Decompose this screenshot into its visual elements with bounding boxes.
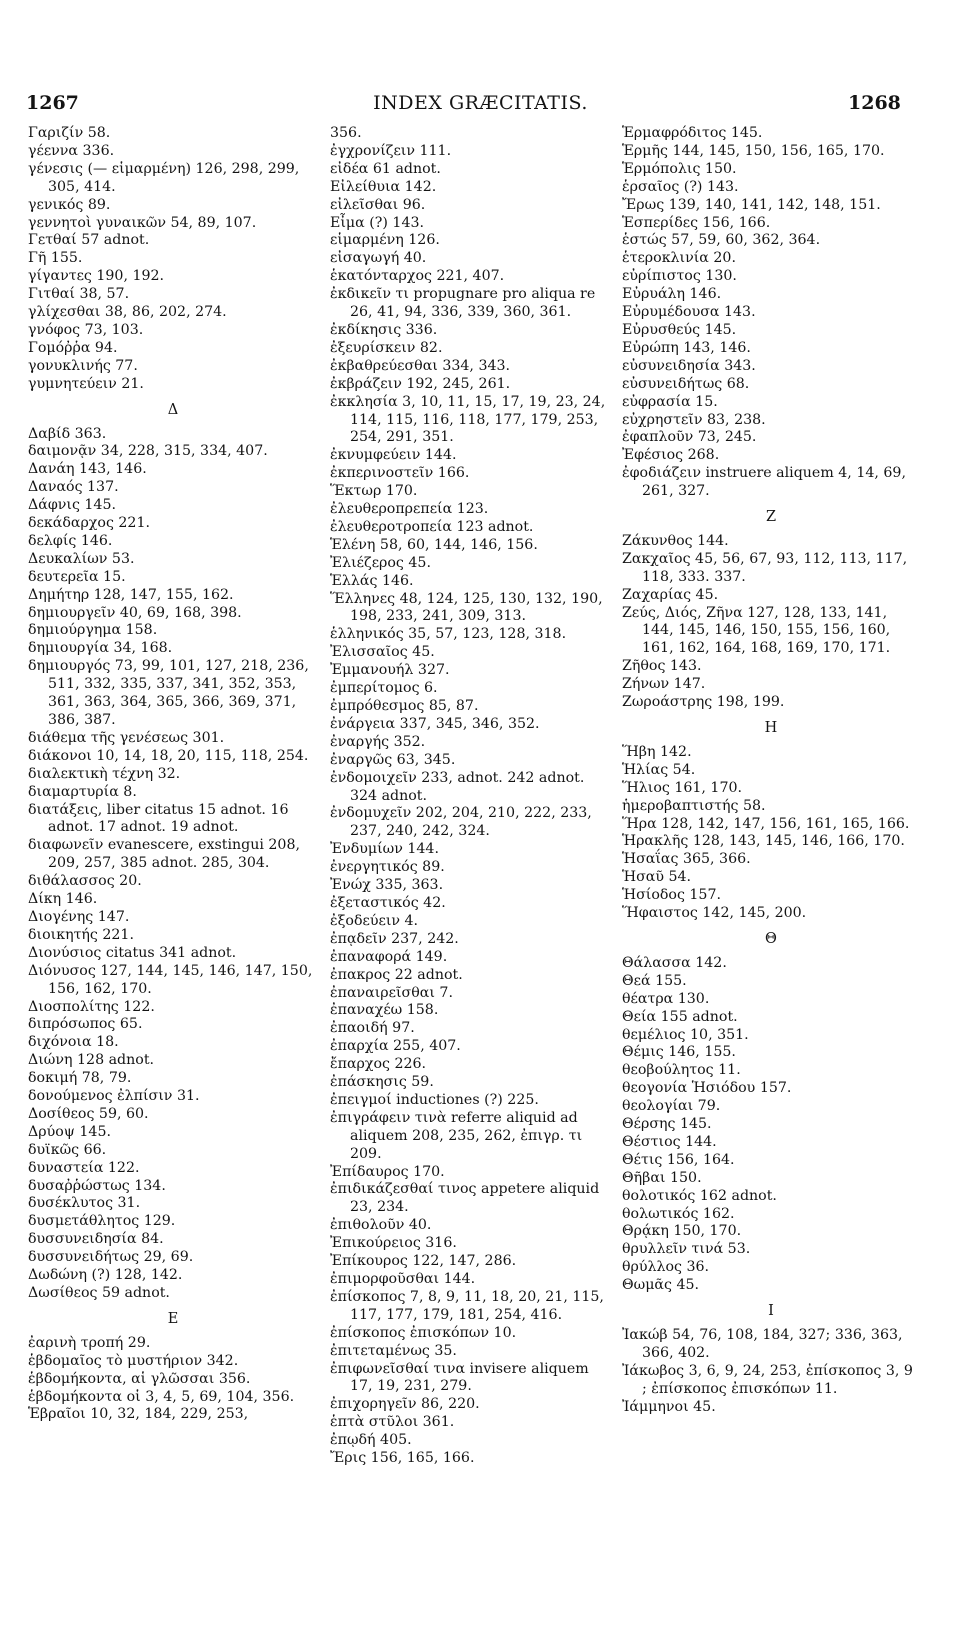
index-entry: Ἐπίκουρος 122, 147, 286. [330, 1253, 517, 1270]
index-entry: δαιμονᾷν 34, 228, 315, 334, 407. [28, 443, 268, 460]
index-entry: ἐπιμορφοῦσθαι 144. [330, 1271, 476, 1287]
index-entry: δοκιμή 78, 79. [28, 1070, 132, 1087]
index-entry: ἑστώς 57, 59, 60, 362, 364. [622, 232, 821, 249]
index-entry: ἑβδομήκοντα, αἱ γλῶσσαι 356. [28, 1370, 251, 1387]
index-entry: εὐρίπιστος 130. [622, 268, 737, 285]
index-entry: Ἥφαιστος 142, 145, 200. [622, 905, 807, 922]
index-entry: Ἡσίοδος 157. [622, 887, 721, 904]
index-entry: θολωτικός 162. [622, 1205, 735, 1222]
right-page-number: 1268 [848, 92, 901, 114]
index-entry: δυσέκλυτος 31. [28, 1195, 141, 1212]
index-entry: γεννητοὶ γυναικῶν 54, 89, 107. [28, 214, 257, 231]
index-entry: δυναστεία 122. [28, 1159, 140, 1176]
index-entry: Δάφνις 145. [28, 497, 116, 514]
index-entry: Θῆβαι 150. [622, 1169, 702, 1186]
index-entry: δονούμενος ἐλπίσιν 31. [28, 1088, 200, 1105]
index-entry: Θέστιος 144. [622, 1133, 717, 1150]
index-entry: ἐφοδιάζειν instruere aliquem 4, 14, 69, 261, 327. [622, 465, 906, 500]
index-entry: Εἶμα (?) 143. [330, 214, 425, 231]
index-entry: ἐκβράζειν 192, 245, 261. [330, 375, 511, 392]
index-entry: Ἐφέσιος 268. [622, 447, 720, 464]
index-entry: Ἡσαΐας 365, 366. [622, 851, 751, 868]
index-entry: δεκάδαρχος 221. [28, 515, 150, 532]
index-entry: δελφίς 146. [28, 532, 113, 549]
index-entry: ἑτεροκλινία 20. [622, 250, 736, 267]
index-entry: Ἰακώβ 54, 76, 108, 184, 327; 336, 363, 366, 402. [622, 1327, 903, 1361]
index-entry: Ζαχαρίας 45. [622, 586, 719, 603]
index-entry: Γῆ 155. [28, 250, 83, 267]
index-entry: ἐνάργεια 337, 345, 346, 352. [330, 715, 540, 732]
index-entry: ἐλευθεροτροπεία 123 adnot. [330, 518, 534, 535]
index-entry: Ζῆθος 143. [622, 658, 702, 675]
index-entry: ἑβδομήκοντα οἱ 3, 4, 5, 69, 104, 356. [28, 1388, 295, 1405]
index-entry: Ἑρμαφρόδιτος 145. [622, 125, 763, 141]
index-entry: 356. [330, 125, 362, 141]
index-entry: ἐκβαθρεύεσθαι 334, 343. [330, 357, 511, 374]
index-entry: Ἰάμμηνοι 45. [622, 1398, 716, 1415]
index-entry: Δαναός 137. [28, 479, 119, 496]
index-entry: γονυκλινής 77. [28, 357, 138, 374]
index-entry: Θωμᾶς 45. [622, 1277, 700, 1294]
index-entry: γίγαντες 190, 192. [28, 268, 165, 285]
index-entry: Ἥβη 142. [622, 743, 692, 760]
left-page-number: 1267 [26, 92, 79, 114]
index-entry: δυσσυνειδησία 84. [28, 1231, 164, 1248]
index-entry: ἐπακρος 22 adnot. [330, 966, 463, 983]
index-entry: διθάλασσος 20. [28, 873, 142, 890]
index-entry: Ἔρως 139, 140, 141, 142, 148, 151. [622, 196, 881, 213]
index-entry: Ἔρις 156, 165, 166. [330, 1450, 475, 1467]
section-letter-heading: Η [764, 720, 778, 736]
index-entry: Δρύοψ 145. [28, 1123, 111, 1140]
index-entry: δημιουργός 73, 99, 101, 127, 218, 236, 511, 332, 335, 337, 341, 352, 353, 361, 363, 364, 365, 366, 369, 371, 386, 387. [28, 658, 309, 728]
index-entry: ἐναργῶς 63, 345. [330, 751, 456, 768]
index-entry: ἐγχρονίζειν 111. [330, 142, 452, 159]
index-entry: Εἰλείθυια 142. [330, 178, 437, 195]
index-entry: εὐφρασία 15. [622, 393, 718, 410]
index-entry: θεολογίαι 79. [622, 1098, 721, 1115]
index-entry: ἡμεροβαπτιστής 58. [622, 797, 766, 814]
index-entry: δημιουργεῖν 40, 69, 168, 398. [28, 604, 242, 621]
index-entry: Γαριζίν 58. [28, 125, 111, 141]
index-entry: Ἐλισσαῖος 45. [330, 644, 435, 661]
index-entry: ἐπιδικάζεσθαί τινος appetere aliquid 23, 234. [330, 1181, 600, 1216]
index-entry: Ζακχαῖος 45, 56, 67, 93, 112, 113, 117, 118, 333. 337. [622, 550, 908, 585]
index-entry: διάκονοι 10, 14, 18, 20, 115, 118, 254. [28, 747, 309, 764]
index-entry: γλίχεσθαι 38, 86, 202, 274. [28, 304, 227, 321]
index-column-2 [330, 125, 615, 1468]
index-entry: ἐνδομοιχεῖν 233, adnot. 242 adnot. 324 adnot. [330, 769, 585, 804]
index-entry: εὐσυνειδήτως 68. [622, 375, 750, 392]
index-entry: Ἐνώχ 335, 363. [330, 877, 444, 894]
index-entry: εἰσαγωγή 40. [330, 250, 427, 267]
index-entry: δημιουργία 34, 168. [28, 640, 173, 657]
index-entry: ἐπάσκησις 59. [330, 1074, 434, 1091]
index-entry: Ἑλλάς 146. [330, 572, 414, 589]
index-entry: Θεά 155. [622, 972, 687, 989]
index-entry: Ἐπίδαυρος 170. [330, 1163, 445, 1180]
index-entry: Ἥρα 128, 142, 147, 156, 161, 165, 166. [622, 815, 910, 832]
index-entry: διάθεμα τῆς γενέσεως 301. [28, 729, 225, 746]
index-entry: γέεννα 336. [28, 142, 115, 159]
index-entry: ἐφαπλοῦν 73, 245. [622, 429, 757, 446]
index-entry: ἐκκλησία 3, 10, 11, 15, 17, 19, 23, 24, 114, 115, 116, 118, 177, 179, 253, 254, 291, 351. [330, 393, 606, 446]
index-entry: διαφωνεῖν evanescere, exstingui 208, 209, 257, 385 adnot. 285, 304. [28, 837, 300, 872]
index-entry: Εὐρώπη 143, 146. [622, 339, 751, 356]
index-entry: Δωσίθεος 59 adnot. [28, 1285, 170, 1301]
index-entry: Εὐρυάλη 146. [622, 286, 722, 303]
index-entry: ἐπιγράφειν τινὰ referre aliquid ad aliquem 208, 235, 262, ἐπιγρ. τι 209. [330, 1109, 583, 1162]
index-entry: Ζεύς, Διός, Ζῆνα 127, 128, 133, 141, 144, 145, 146, 150, 155, 156, 160, 161, 162, 164, 168, 169, 170, 171. [622, 604, 891, 657]
index-entry: διαμαρτυρία 8. [28, 783, 137, 800]
index-entry: Ἑλένη 58, 60, 144, 146, 156. [330, 536, 538, 553]
index-entry: εἱμαρμένη 126. [330, 232, 440, 249]
index-entry: Θέτις 156, 164. [622, 1151, 735, 1168]
index-entry: ἐπιχορηγεῖν 86, 220. [330, 1396, 480, 1413]
index-entry: Γιτθαί 38, 57. [28, 286, 130, 303]
index-entry: θεμέλιος 10, 351. [622, 1026, 749, 1043]
index-entry: ἐξευρίσκειν 82. [330, 339, 443, 356]
index-entry: ἐκνυμφεύειν 144. [330, 447, 457, 464]
index-entry: ἐπίσκοπος 7, 8, 9, 11, 18, 20, 21, 115, 117, 177, 179, 181, 254, 416. [330, 1288, 604, 1323]
index-entry: διαλεκτικὴ τέχνη 32. [28, 765, 181, 782]
index-entry: θρυλλεῖν τινά 53. [622, 1241, 751, 1258]
index-entry: Θάλασσα 142. [622, 954, 727, 971]
index-entry: ἐπιφωνεῖσθαί τινα invisere aliquem 17, 19, 231, 279. [330, 1360, 589, 1395]
index-entry: ἑκατόνταρχος 221, 407. [330, 268, 505, 285]
index-entry: εἰδέα 61 adnot. [330, 160, 441, 177]
index-column-3 [622, 125, 920, 1417]
index-entry: γένεσις (— εἱμαρμένη) 126, 298, 299, 305, 414. [28, 160, 300, 195]
section-letter-heading: Ζ [765, 509, 777, 526]
index-entry: διχόνοια 18. [28, 1034, 119, 1051]
index-entry: θεογονία Ἡσιόδου 157. [622, 1080, 792, 1097]
index-entry: ἔπαρχος 226. [330, 1056, 427, 1073]
index-entry: Ζωροάστρης 198, 199. [622, 694, 785, 711]
index-entry: θεοβούλητος 11. [622, 1062, 741, 1079]
index-entry: γενικός 89. [28, 196, 111, 213]
index-entry: Δίκη 146. [28, 891, 98, 908]
index-entry: ἐπᾳδεῖν 237, 242. [330, 930, 459, 947]
index-entry: διοικητής 221. [28, 926, 134, 943]
index-entry: ἐπειγμοί inductiones (?) 225. [330, 1091, 539, 1108]
index-entry: Ἰάκωβος 3, 6, 9, 24, 253, ἐπίσκοπος 3, 9 ; ἐπίσκοπος ἐπισκόπων 11. [622, 1362, 913, 1397]
index-entry: ἐκπερινοστεῖν 166. [330, 465, 470, 482]
section-letter-heading: Δ [167, 401, 179, 418]
index-entry: ἐπαναιρεῖσθαι 7. [330, 984, 453, 1001]
section-letter-heading: Ι [768, 1303, 774, 1320]
index-entry: δυσσυνειδήτως 29, 69. [28, 1249, 194, 1266]
index-entry: διπρόσωπος 65. [28, 1016, 143, 1033]
index-entry: ἐξοδεύειν 4. [330, 912, 419, 929]
index-entry: δημιούργημα 158. [28, 622, 158, 639]
index-entry: Εὐρυσθεύς 145. [622, 321, 737, 338]
index-entry: δυϊκῶς 66. [28, 1141, 107, 1158]
index-entry: δευτερεῖα 15. [28, 568, 126, 585]
index-entry: ἐπαοιδή 97. [330, 1020, 415, 1037]
index-column-1 [28, 125, 318, 1424]
index-entry: Ἑρμῆς 144, 145, 150, 156, 165, 170. [622, 142, 885, 159]
index-entry: Διώνη 128 adnot. [28, 1052, 155, 1069]
index-entry: ἐναργής 352. [330, 733, 426, 750]
index-entry: ἐξεταστικός 42. [330, 894, 446, 911]
index-entry: Ἑβραῖοι 10, 32, 184, 229, 253, [28, 1406, 249, 1423]
index-entry: Ἕκτωρ 170. [330, 483, 418, 500]
index-entry: Θέμις 146, 155. [622, 1044, 736, 1061]
index-entry: Διονύσιος citatus 341 adnot. [28, 944, 237, 961]
index-entry: γνόφος 73, 103. [28, 321, 144, 338]
index-entry: δυσαῤῥώστως 134. [28, 1177, 166, 1194]
section-letter-heading: Ε [167, 1310, 179, 1327]
index-entry: Διοσπολίτης 122. [28, 998, 155, 1015]
index-entry: Θεία 155 adnot. [622, 1008, 738, 1025]
running-title: INDEX GRÆCITATIS. [373, 92, 588, 114]
index-entry: ἐκδίκησις 336. [330, 321, 438, 338]
index-entry: Δωδώνη (?) 128, 142. [28, 1267, 183, 1284]
index-entry: γυμνητεύειν 21. [28, 375, 144, 392]
index-entry: ἐπαναχέω 158. [330, 1002, 439, 1019]
index-entry: ἑβδομαῖος τὸ μυστήριον 342. [28, 1352, 239, 1369]
index-entry: Ζάκυνθος 144. [622, 532, 729, 549]
index-entry: Δευκαλίων 53. [28, 550, 135, 567]
index-entry: Θρᾴκη 150, 170. [622, 1223, 742, 1240]
index-entry: ἑπτὰ στῦλοι 361. [330, 1414, 455, 1431]
index-entry: ἑρσαῖος (?) 143. [622, 178, 739, 195]
index-entry: ἐπῳδή 405. [330, 1432, 412, 1449]
index-entry: ἐμπρόθεσμος 85, 87. [330, 698, 479, 714]
index-entry: Δαβίδ 363. [28, 425, 107, 442]
index-entry: Εὐρυμέδουσα 143. [622, 304, 756, 321]
index-entry: Ἐλιέζερος 45. [330, 554, 431, 571]
index-entry: Γετθαί 57 adnot. [28, 232, 150, 249]
index-entry: ἐκδικεῖν τι propugnare pro aliqua re 26, 41, 94, 336, 339, 360, 361. [330, 286, 596, 321]
index-entry: θέατρα 130. [622, 990, 710, 1007]
page-header [0, 92, 961, 122]
index-entry: εἰλεῖσθαι 96. [330, 196, 426, 213]
index-entry: θρύλλος 36. [622, 1259, 710, 1276]
index-entry: Ζήνων 147. [622, 676, 706, 693]
index-entry: διατάξεις, liber citatus 15 adnot. 16 adnot. 17 adnot. 19 adnot. [28, 801, 289, 836]
index-entry: ἑλληνικός 35, 57, 123, 128, 318. [330, 626, 567, 643]
index-entry: Γομόῤῥα 94. [28, 339, 118, 356]
index-entry: Ἡρακλῆς 128, 143, 145, 146, 166, 170. [622, 833, 905, 850]
index-entry: ἐπίσκοπος ἐπισκόπων 10. [330, 1324, 517, 1341]
index-entry: ἐπαρχία 255, 407. [330, 1038, 461, 1055]
index-entry: Ἥλιος 161, 170. [622, 779, 743, 796]
index-entry: Ἐμμανουήλ 327. [330, 662, 450, 679]
index-entry: εὐχρηστεῖν 83, 238. [622, 411, 766, 428]
index-entry: Διόνυσος 127, 144, 145, 146, 147, 150, 156, 162, 170. [28, 962, 313, 997]
index-entry: Ἕλληνες 48, 124, 125, 130, 132, 190, 198, 233, 241, 309, 313. [330, 590, 603, 625]
index-entry: Ἑσπερίδες 156, 166. [622, 214, 771, 231]
section-letter-heading: Θ [765, 930, 777, 947]
index-entry: Δοσίθεος 59, 60. [28, 1105, 149, 1122]
index-entry: Ἐπικούρειος 316. [330, 1235, 457, 1252]
index-entry: ἐπιθολοῦν 40. [330, 1217, 432, 1234]
index-entry: ἐνδομυχεῖν 202, 204, 210, 222, 233, 237, 240, 242, 324. [330, 805, 592, 840]
index-entry: Ἑρμόπολις 150. [622, 160, 737, 177]
index-entry: ἐαρινὴ τροπή 29. [28, 1334, 151, 1351]
index-entry: Διογένης 147. [28, 908, 130, 925]
index-entry: Δημήτηρ 128, 147, 155, 162. [28, 586, 234, 603]
index-entry: Ἡλίας 54. [622, 761, 696, 778]
index-entry: ἐπαναφορά 149. [330, 948, 448, 965]
index-entry: ἐμπερίτομος 6. [330, 680, 438, 697]
index-entry: θολοτικός 162 adnot. [622, 1187, 777, 1204]
index-entry: Ἐνδυμίων 144. [330, 841, 439, 858]
index-entry: Ἡσαῦ 54. [622, 869, 692, 886]
index-entry: ἐπιτεταμένως 35. [330, 1342, 457, 1359]
index-entry: Θέρσης 145. [622, 1116, 712, 1133]
index-entry: εὐσυνειδησία 343. [622, 357, 756, 374]
index-entry: Δανάη 143, 146. [28, 461, 147, 478]
index-entry: ἐνεργητικός 89. [330, 859, 445, 876]
index-entry: δυσμετάθλητος 129. [28, 1213, 176, 1230]
index-entry: ἐλευθεροπρεπεία 123. [330, 501, 489, 518]
